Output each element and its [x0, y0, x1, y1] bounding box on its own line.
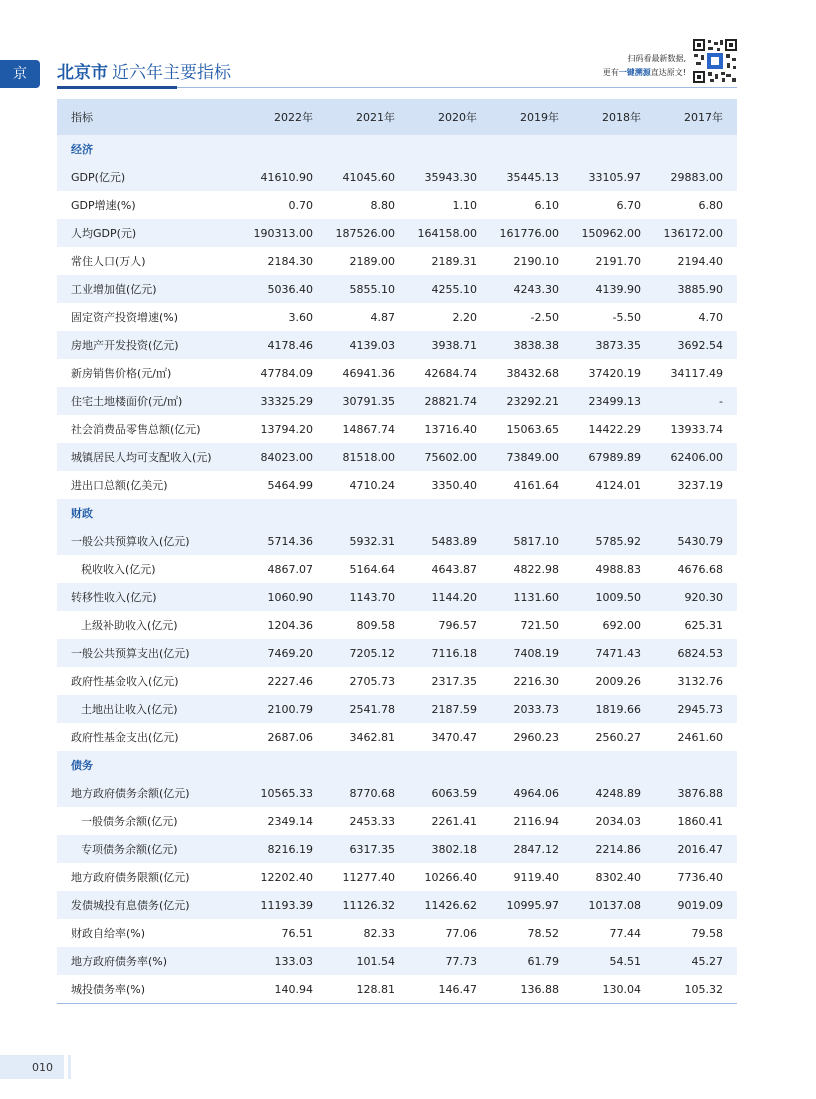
- cell-value: 30791.35: [327, 387, 409, 415]
- cell-value: 4139.90: [573, 275, 655, 303]
- cell-value: 5036.40: [245, 275, 327, 303]
- table-row: [57, 863, 737, 891]
- cell-value: 133.03: [245, 947, 327, 975]
- cell-value: 2190.10: [513, 254, 559, 268]
- page-number-bar-accent: [68, 1055, 71, 1079]
- cell-value: 2960.23: [513, 730, 559, 744]
- cell-value: 4867.07: [267, 562, 314, 576]
- cell-value: 8302.40: [595, 870, 641, 884]
- cell-value: 2189.00: [349, 254, 396, 268]
- cell-value: 2461.60: [677, 730, 723, 744]
- row-label: 税收收入(亿元): [81, 563, 156, 576]
- cell-value: 3692.54: [655, 331, 737, 359]
- cell-value: 1143.70: [327, 583, 409, 611]
- section-label: 财政: [57, 499, 737, 527]
- table-row: [57, 975, 737, 1004]
- row-label: GDP增速(%): [71, 199, 136, 212]
- cell-value: -5.50: [612, 310, 641, 324]
- cell-value: 73849.00: [491, 443, 573, 471]
- cell-value: 1819.66: [573, 695, 655, 723]
- cell-value: 77.73: [409, 947, 491, 975]
- row-label: 一般公共预算支出(亿元): [57, 639, 245, 667]
- cell-value: 3462.81: [349, 730, 396, 744]
- cell-value: 2189.31: [431, 254, 478, 268]
- qr-note-text-end: 直达原文!: [650, 68, 686, 77]
- cell-value: 35943.30: [409, 163, 491, 191]
- cell-value: 2216.30: [513, 674, 559, 688]
- cell-value: 140.94: [245, 975, 327, 1004]
- cell-value: 1204.36: [267, 618, 314, 632]
- cell-value: 4676.68: [677, 562, 723, 576]
- cell-value: 6063.59: [409, 779, 491, 807]
- cell-value: 2194.40: [677, 254, 723, 268]
- cell-value: 23499.13: [573, 387, 655, 415]
- table-row: [57, 835, 737, 863]
- table-row: [57, 471, 737, 499]
- cell-value: 2033.73: [491, 695, 573, 723]
- row-label: 转移性收入(亿元): [57, 583, 245, 611]
- cell-value: 67989.89: [573, 443, 655, 471]
- cell-value: 42684.74: [424, 366, 478, 380]
- cell-value: 84023.00: [245, 443, 327, 471]
- row-label: 人均GDP(元): [57, 219, 245, 247]
- cell-value: 76.51: [281, 926, 314, 940]
- row-label: 固定资产投资增速(%): [71, 311, 179, 324]
- table-row: [57, 415, 737, 443]
- region-tab: 京: [0, 60, 40, 88]
- cell-value: 2.20: [452, 310, 478, 324]
- cell-value: 146.47: [409, 975, 491, 1004]
- cell-value: 78.52: [527, 926, 559, 940]
- cell-value: 3838.38: [491, 331, 573, 359]
- header-indicator: 指标: [57, 99, 245, 135]
- cell-value: 2945.73: [655, 695, 737, 723]
- cell-value: 3885.90: [655, 275, 737, 303]
- header-year: 2018年: [573, 99, 655, 135]
- cell-value: 28821.74: [409, 387, 491, 415]
- header-year: 2022年: [245, 99, 327, 135]
- cell-value: 5483.89: [409, 527, 491, 555]
- row-label: 地方政府债务率(%): [57, 947, 245, 975]
- cell-value: 35445.13: [491, 163, 573, 191]
- cell-value: 3237.19: [677, 478, 723, 492]
- cell-value: 38432.68: [506, 366, 559, 380]
- row-label: 一般债务余额(亿元): [81, 815, 178, 828]
- row-label: 住宅土地楼面价(元/㎡): [57, 387, 245, 415]
- row-label: 房地产开发投资(亿元): [57, 331, 245, 359]
- cell-value: 4139.03: [327, 331, 409, 359]
- section-label: 经济: [57, 135, 737, 163]
- cell-value: 10266.40: [424, 870, 478, 884]
- section-row: [57, 135, 737, 163]
- cell-value: -: [655, 387, 737, 415]
- cell-value: 9119.40: [513, 870, 559, 884]
- cell-value: 7116.18: [409, 639, 491, 667]
- cell-value: 5785.92: [573, 527, 655, 555]
- cell-value: 2116.94: [513, 814, 559, 828]
- cell-value: 3132.76: [677, 674, 723, 688]
- cell-value: 2317.35: [431, 674, 478, 688]
- table-row: [57, 583, 737, 611]
- cell-value: 101.54: [327, 947, 409, 975]
- cell-value: 2687.06: [267, 730, 314, 744]
- cell-value: 14422.29: [588, 422, 641, 436]
- cell-value: 2560.27: [595, 730, 641, 744]
- cell-value: 6317.35: [327, 835, 409, 863]
- cell-value: 2100.79: [245, 695, 327, 723]
- cell-value: 11277.40: [342, 870, 396, 884]
- row-label: 城投债务率(%): [57, 975, 245, 1004]
- cell-value: 34117.49: [670, 366, 723, 380]
- row-label: 社会消费品零售总额(亿元): [71, 423, 201, 436]
- cell-value: 3350.40: [431, 478, 478, 492]
- cell-value: 161776.00: [491, 219, 573, 247]
- cell-value: 29883.00: [655, 163, 737, 191]
- table-row: [57, 695, 737, 723]
- row-label: 新房销售价格(元/㎡): [71, 367, 172, 380]
- page-title: [57, 58, 231, 83]
- cell-value: 2541.78: [327, 695, 409, 723]
- title-city: 北京市: [57, 63, 108, 83]
- cell-value: 79.58: [691, 926, 723, 940]
- cell-value: 2214.86: [573, 835, 655, 863]
- cell-value: 4988.83: [595, 562, 641, 576]
- cell-value: 7205.12: [327, 639, 409, 667]
- cell-value: 62406.00: [655, 443, 737, 471]
- table-row: [57, 275, 737, 303]
- cell-value: 45.27: [655, 947, 737, 975]
- table-row: [57, 359, 737, 387]
- cell-value: 11126.32: [327, 891, 409, 919]
- cell-value: 5932.31: [327, 527, 409, 555]
- cell-value: -2.50: [530, 310, 559, 324]
- header-year: 2020年: [409, 99, 491, 135]
- title-underline-accent: [57, 86, 177, 89]
- row-label: 发债城投有息债务(亿元): [57, 891, 245, 919]
- indicator-table: [57, 99, 737, 1004]
- cell-value: 46941.36: [342, 366, 396, 380]
- cell-value: 1009.50: [573, 583, 655, 611]
- table-row: [57, 303, 737, 331]
- cell-value: 2349.14: [267, 814, 314, 828]
- cell-value: 5855.10: [327, 275, 409, 303]
- cell-value: 75602.00: [409, 443, 491, 471]
- table-row: [57, 723, 737, 751]
- cell-value: 136.88: [491, 975, 573, 1004]
- cell-value: 721.50: [520, 618, 559, 632]
- cell-value: 7469.20: [245, 639, 327, 667]
- cell-value: 6824.53: [655, 639, 737, 667]
- cell-value: 920.30: [655, 583, 737, 611]
- cell-value: 37420.19: [588, 366, 641, 380]
- cell-value: 10565.33: [245, 779, 327, 807]
- cell-value: 105.32: [655, 975, 737, 1004]
- row-label: 上级补助收入(亿元): [81, 619, 178, 632]
- cell-value: 12202.40: [260, 870, 314, 884]
- cell-value: 2009.26: [595, 674, 641, 688]
- cell-value: 4243.30: [491, 275, 573, 303]
- cell-value: 4822.98: [513, 562, 559, 576]
- cell-value: 11193.39: [245, 891, 327, 919]
- cell-value: 33105.97: [573, 163, 655, 191]
- cell-value: 164158.00: [409, 219, 491, 247]
- cell-value: 10137.08: [573, 891, 655, 919]
- table-row: [57, 387, 737, 415]
- cell-value: 13794.20: [260, 422, 314, 436]
- cell-value: 13933.74: [670, 422, 723, 436]
- table-row: [57, 247, 737, 275]
- cell-value: 54.51: [573, 947, 655, 975]
- cell-value: 4643.87: [431, 562, 478, 576]
- cell-value: 41045.60: [327, 163, 409, 191]
- cell-value: 1144.20: [409, 583, 491, 611]
- cell-value: 47784.09: [260, 366, 314, 380]
- table-row: [57, 807, 737, 835]
- qr-code-icon[interactable]: [692, 38, 738, 84]
- cell-value: 4255.10: [409, 275, 491, 303]
- cell-value: 5430.79: [655, 527, 737, 555]
- cell-value: 2034.03: [595, 814, 641, 828]
- cell-value: 190313.00: [245, 219, 327, 247]
- cell-value: 82.33: [363, 926, 396, 940]
- row-label: 政府性基金支出(亿元): [71, 731, 179, 744]
- cell-value: 4710.24: [349, 478, 396, 492]
- cell-value: 625.31: [684, 618, 723, 632]
- table-row: [57, 947, 737, 975]
- cell-value: 2261.41: [431, 814, 478, 828]
- table-row: [57, 527, 737, 555]
- cell-value: 33325.29: [245, 387, 327, 415]
- cell-value: 2187.59: [409, 695, 491, 723]
- page-number: 010: [32, 1061, 53, 1074]
- cell-value: 2191.70: [595, 254, 641, 268]
- table-row: [57, 163, 737, 191]
- table-header-row: [57, 99, 737, 135]
- section-row: [57, 499, 737, 527]
- table-row: [57, 555, 737, 583]
- table-row: [57, 191, 737, 219]
- cell-value: 5164.64: [349, 562, 396, 576]
- cell-value: 2847.12: [491, 835, 573, 863]
- cell-value: 1.10: [452, 198, 478, 212]
- qr-note-text: 更有: [602, 68, 619, 77]
- section-label: 债务: [57, 751, 737, 779]
- cell-value: 15063.65: [506, 422, 559, 436]
- cell-value: 2016.47: [655, 835, 737, 863]
- cell-value: 2227.46: [267, 674, 314, 688]
- cell-value: 8770.68: [327, 779, 409, 807]
- cell-value: 5817.10: [491, 527, 573, 555]
- qr-note-emphasis: 一键溯源: [618, 68, 651, 77]
- title-subtitle: 近六年主要指标: [112, 63, 231, 83]
- cell-value: 1131.60: [491, 583, 573, 611]
- table-row: [57, 639, 737, 667]
- row-label: 工业增加值(亿元): [57, 275, 245, 303]
- cell-value: 128.81: [327, 975, 409, 1004]
- cell-value: 6.80: [698, 198, 723, 212]
- header-year: 2017年: [655, 99, 737, 135]
- table-row: [57, 331, 737, 359]
- cell-value: 10995.97: [491, 891, 573, 919]
- cell-value: 3876.88: [655, 779, 737, 807]
- cell-value: 14867.74: [342, 422, 396, 436]
- cell-value: 0.70: [288, 198, 314, 212]
- qr-note-line2: [603, 66, 686, 80]
- cell-value: 3873.35: [573, 331, 655, 359]
- cell-value: 8216.19: [245, 835, 327, 863]
- cell-value: 5464.99: [267, 478, 314, 492]
- cell-value: 4161.64: [513, 478, 559, 492]
- cell-value: 41610.90: [245, 163, 327, 191]
- table-row: [57, 779, 737, 807]
- cell-value: 2705.73: [349, 674, 396, 688]
- cell-value: 692.00: [602, 618, 641, 632]
- row-label: 地方政府债务限额(亿元): [71, 871, 190, 884]
- cell-value: 136172.00: [655, 219, 737, 247]
- cell-value: 4.70: [698, 310, 723, 324]
- cell-value: 4.87: [370, 310, 396, 324]
- cell-value: 7471.43: [573, 639, 655, 667]
- cell-value: 6.70: [616, 198, 641, 212]
- title-underline: [177, 87, 737, 88]
- table-row: [57, 919, 737, 947]
- row-label: 专项债务余额(亿元): [57, 835, 245, 863]
- cell-value: 4964.06: [491, 779, 573, 807]
- cell-value: 4248.89: [573, 779, 655, 807]
- cell-value: 4124.01: [595, 478, 641, 492]
- row-label: 地方政府债务余额(亿元): [57, 779, 245, 807]
- row-label: 常住人口(万人): [71, 255, 146, 268]
- cell-value: 7736.40: [677, 870, 723, 884]
- table-row: [57, 611, 737, 639]
- cell-value: 3938.71: [409, 331, 491, 359]
- cell-value: 23292.21: [491, 387, 573, 415]
- row-label: 财政自给率(%): [71, 927, 146, 940]
- table-row: [57, 219, 737, 247]
- cell-value: 2184.30: [267, 254, 314, 268]
- cell-value: 77.06: [445, 926, 478, 940]
- cell-value: 8.80: [370, 198, 396, 212]
- cell-value: 77.44: [609, 926, 641, 940]
- cell-value: 81518.00: [327, 443, 409, 471]
- cell-value: 3470.47: [431, 730, 478, 744]
- header-year: 2019年: [491, 99, 573, 135]
- qr-note-line1: 扫码看最新数据,: [627, 54, 686, 63]
- table-row: [57, 891, 737, 919]
- row-label: 政府性基金收入(亿元): [71, 675, 179, 688]
- table-row: [57, 667, 737, 695]
- cell-value: 9019.09: [655, 891, 737, 919]
- row-label: 一般公共预算收入(亿元): [57, 527, 245, 555]
- cell-value: 2453.33: [349, 814, 396, 828]
- cell-value: 796.57: [438, 618, 478, 632]
- cell-value: 3.60: [288, 310, 314, 324]
- cell-value: 7408.19: [491, 639, 573, 667]
- cell-value: 11426.62: [409, 891, 491, 919]
- cell-value: 61.79: [491, 947, 573, 975]
- section-row: [57, 751, 737, 779]
- cell-value: 187526.00: [327, 219, 409, 247]
- cell-value: 13716.40: [424, 422, 478, 436]
- cell-value: 150962.00: [573, 219, 655, 247]
- row-label: 城镇居民人均可支配收入(元): [57, 443, 245, 471]
- cell-value: 1060.90: [245, 583, 327, 611]
- cell-value: 6.10: [534, 198, 559, 212]
- header-year: 2021年: [327, 99, 409, 135]
- row-label: 土地出让收入(亿元): [57, 695, 245, 723]
- cell-value: 1860.41: [677, 814, 723, 828]
- row-label: 进出口总额(亿美元): [71, 479, 168, 492]
- qr-note: [603, 52, 686, 80]
- row-label: GDP(亿元): [57, 163, 245, 191]
- cell-value: 130.04: [573, 975, 655, 1004]
- cell-value: 3802.18: [409, 835, 491, 863]
- cell-value: 4178.46: [245, 331, 327, 359]
- table-row: [57, 443, 737, 471]
- cell-value: 809.58: [356, 618, 396, 632]
- cell-value: 5714.36: [245, 527, 327, 555]
